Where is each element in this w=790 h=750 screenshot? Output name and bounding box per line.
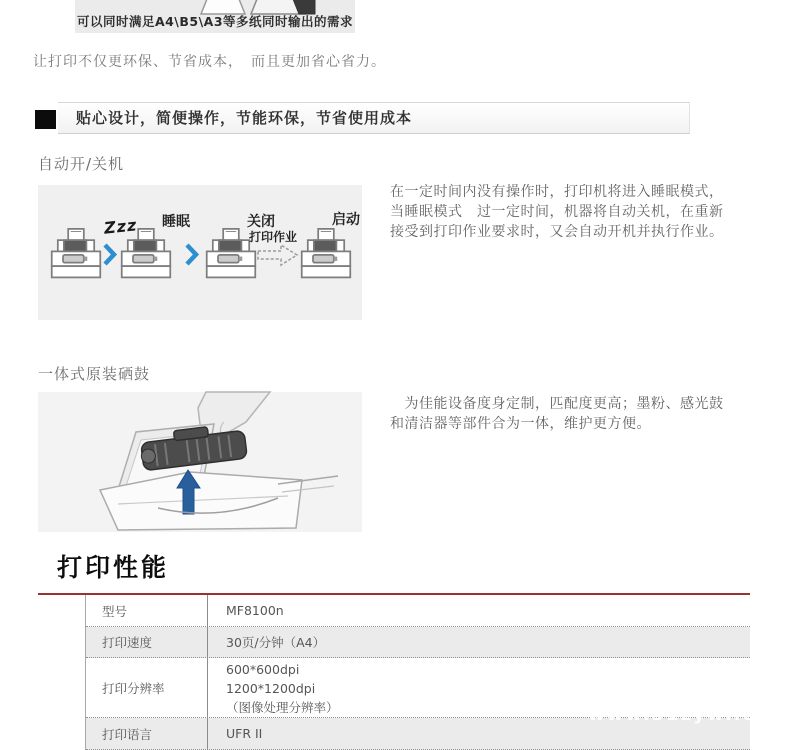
watermark-text: www.51zywl.com — [588, 704, 790, 725]
resolution-line: （图像处理分辨率） — [226, 700, 339, 715]
sleep-label: 睡眠 — [162, 214, 190, 230]
auto-power-diagram — [38, 185, 362, 320]
resolution-line: 600*600dpi — [226, 662, 300, 677]
black-square-bullet — [35, 110, 56, 129]
auto-power-description: 在一定时间内没有操作时，打印机将进入睡眠模式，当睡眠模式 过一定时间，机器将自动关机，在重新接受到打印作业要求时，又会自动开机并执行作业。 — [390, 184, 724, 240]
table-row-model — [86, 595, 750, 627]
row-label: 打印分辨率 — [86, 658, 208, 717]
dashed-arrow-icon — [256, 242, 300, 268]
row-value: UFR II — [226, 726, 263, 741]
print-job-label: 打印作业 — [249, 230, 298, 244]
chevron-right-icon — [102, 243, 117, 266]
toner-image-box — [38, 392, 362, 532]
banner-caption: 可以同时满足A4\B5\A3等多纸同时输出的需求 — [76, 14, 354, 29]
start-label: 启动 — [332, 212, 360, 228]
printer-normal-icon — [50, 226, 102, 282]
row-label: 打印速度 — [86, 627, 208, 657]
printer-sleep-icon — [120, 226, 172, 282]
spec-heading: 打印性能 — [57, 553, 170, 582]
auto-power-title: 自动开/关机 — [38, 155, 125, 173]
auto-power-diagram-box — [38, 185, 362, 320]
printer-start-icon — [300, 226, 352, 282]
row-label: 打印语言 — [86, 718, 208, 749]
toner-cartridge-illustration — [38, 392, 362, 532]
feature-section-title: 贴心设计，简便操作，节能环保，节省使用成本 — [76, 109, 413, 127]
top-banner — [75, 0, 355, 33]
row-label: 型号 — [86, 595, 208, 626]
off-label: 关闭 — [247, 214, 275, 230]
zzz-text: Zzz — [103, 215, 139, 238]
row-value: 30页/分钟（A4） — [226, 635, 326, 650]
row-value: MF8100n — [226, 603, 284, 618]
resolution-line: 1200*1200dpi — [226, 681, 316, 696]
toner-description: 为佳能设备度身定制，匹配度更高；墨粉、感光鼓和清洁器等部件合为一体，维护更方便。 — [390, 396, 724, 432]
intro-text: 让打印不仅更环保、节省成本， 而且更加省心省力。 — [33, 54, 386, 70]
feature-section-header — [58, 102, 690, 134]
chevron-right-icon — [184, 243, 199, 266]
spec-table — [85, 595, 750, 750]
toner-title: 一体式原装硒鼓 — [38, 365, 151, 383]
table-row-speed — [86, 627, 750, 658]
